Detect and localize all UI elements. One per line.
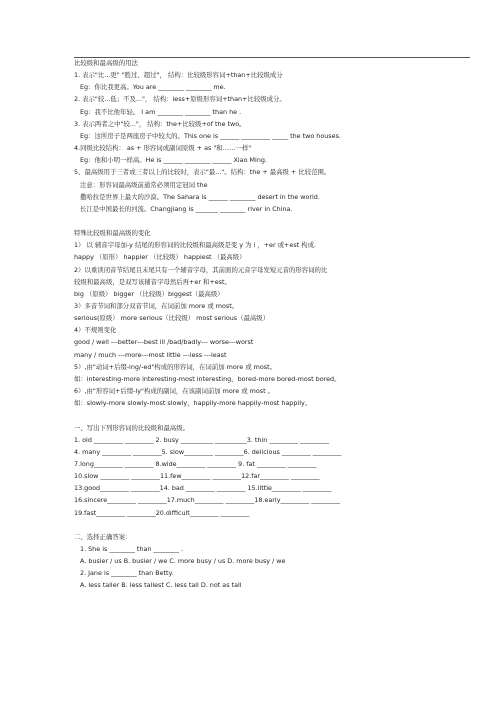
document-line: 比较级和最高级的用法 bbox=[74, 59, 138, 67]
document-line: 1. old _________ _________ 2. busy __________ __________3. thin _________ _________ bbox=[74, 435, 329, 444]
document-line: 3）多音节词和部分双音节词，在词前加 more 或 most。 bbox=[74, 302, 239, 310]
document-line: 10.slow _________ _________11.few_________ _________12.far_________ _________ bbox=[74, 472, 320, 481]
document-line: 3. 表示两者之中"较..."， 结构：the+比较级+of the two。 bbox=[74, 119, 246, 128]
document-line: 一、写出下列形容词的比较级和最高级。 bbox=[74, 423, 190, 432]
document-line: 注意：形容词最高级前通常必须用定冠词 the bbox=[80, 180, 208, 189]
document-line: 2. 表示"较...低；不及..."， 结构：less+原级形容词+than+比较级成分。 bbox=[74, 95, 286, 104]
document-line: 7.long_________ _________ 8.wide_________ _________ 9. fat _________ _________ bbox=[74, 459, 317, 468]
document-line: many / much ---more---most little ---less ---least bbox=[74, 350, 227, 359]
document-line: 5）,由"动词+后缀-ing/-ed"构成的形容词，在词前加 more 或 most。 bbox=[74, 362, 277, 371]
document-line: 2. Jane is ________ than Betty. bbox=[80, 569, 174, 578]
document-line: happy （原形） happier （比较级） happiest （最高级） bbox=[74, 253, 246, 262]
document-line: 1） 以 辅音字母加-y 结尾的形容词的比较级和最高级是变 y 为 i ，+er 或+est 构成. bbox=[74, 241, 316, 250]
document-line: good / well ---better---best ill /bad/badly--- worse---worst bbox=[74, 338, 254, 347]
document-line: 较级和最高级，是双写该辅音字母然后再+er 和+est。 bbox=[74, 277, 231, 286]
document-line: 2）以重读闭音节结尾且末尾只有一个辅音字母，其前面的元音字母发短元音的形容词的比 bbox=[74, 265, 328, 274]
document-line: 5、最高级用于三者或三者以上的比较时，表示"最..."。结构：the + 最高级 + 比较范围。 bbox=[74, 168, 331, 177]
document-line: 13.good_________ _________14. bad _________ _________ 15.little_________ _________ bbox=[74, 484, 332, 493]
document-line: big （原级） bigger （比较级）biggest（最高级） bbox=[74, 289, 224, 298]
document-line: 1. 表示"比...更" "胜过、超过"， 结构：比较级形容词+than+比较级成分 bbox=[74, 71, 283, 80]
header-rule bbox=[74, 57, 470, 58]
document-line: 4. many _________ _________5. slow_________ _________6. delicious _________ _________ bbox=[74, 447, 342, 456]
document-line: Eg：他和小明一样高。He is ______ ________ ______ Xiao Ming. bbox=[80, 156, 267, 165]
document-line: 如：interesting-more interesting-most interesting，bored-more bored-most bored。 bbox=[74, 374, 341, 383]
document-line: 特殊比较级和最高级的变化 bbox=[74, 229, 151, 238]
document-line: Eg：这所房子是两座房子中较大的。This one is ______ _________ _____ the two houses. bbox=[80, 131, 341, 140]
document-line: A. busier / us B. busier / we C. more busy / us D. more busy / we bbox=[80, 557, 286, 566]
document-line: 如：slowly-more slowly-most slowly，happily-more happily-most happily。 bbox=[74, 399, 312, 408]
document-line: 1. She is ________ than ________ . bbox=[80, 545, 184, 553]
document-line: serious(原级） more serious（比较级） most serious（最高级） bbox=[74, 314, 270, 323]
document-line: Eg：我不比他年轻。 I am ________ ________ than he . bbox=[80, 107, 242, 116]
document-line: 6）,由"形容词+后缀-ly"构成的副词，在该副词前加 more 或 most 。 bbox=[74, 387, 275, 396]
document-line: 二、选择正确答案： bbox=[74, 532, 132, 541]
document-line: 撒哈拉是世界上最大的沙漠。The Sahara is ______ ________ desert in the world. bbox=[80, 192, 320, 201]
document-line: 19.fast_________ _________20.difficult_________ _________ bbox=[74, 508, 250, 517]
document-line: 16.sincere_________ _________17.much_________ _________18.early_________ _________ bbox=[74, 496, 341, 505]
document-line: 4.同级比较结构： as + 形容词或副词原级 + as "和……一样" bbox=[74, 144, 252, 153]
document-line: A. less taller B. less tallest C. less tall D. not as tall bbox=[80, 581, 242, 590]
document-line: Eg：你比我更高。You are ________ ________ me. bbox=[80, 83, 226, 92]
document-line: 长江是中国最长的河流。Changjiang is _______ ________ river in China. bbox=[80, 204, 293, 213]
document-line: 4）不规则变化 bbox=[74, 326, 117, 335]
